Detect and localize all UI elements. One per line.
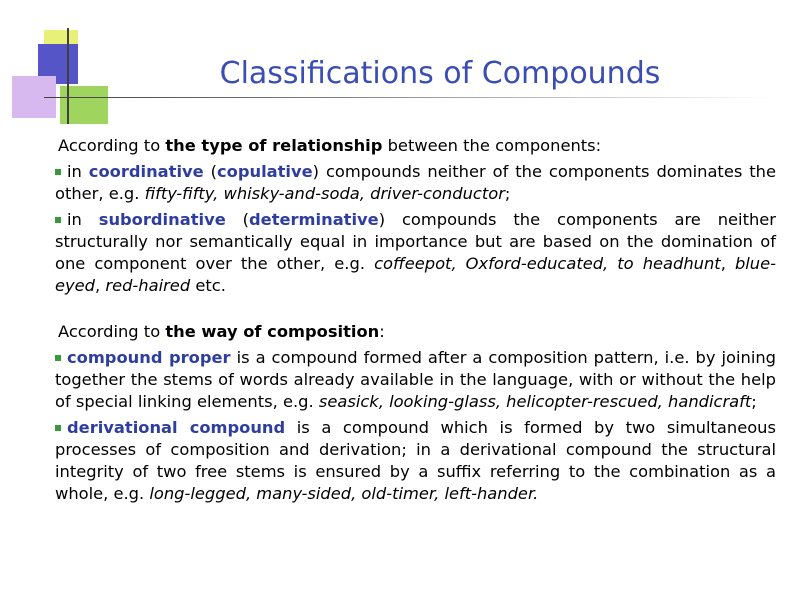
item-text: ; (751, 392, 757, 411)
intro-text: According to (58, 322, 166, 341)
keyword: determinative (249, 210, 379, 229)
item-text: ; (504, 184, 511, 203)
slide-body (55, 135, 776, 505)
item-text: , (720, 254, 735, 273)
list-item (55, 209, 776, 297)
keyword: subordinative (98, 210, 226, 229)
section-spacer (55, 297, 776, 321)
slide-title: Classifications of Compounds (219, 56, 661, 91)
list-item (55, 347, 776, 413)
item-text: ) compounds the components are neither structurally nor semantically equal in importance but are based on the domination of one component over the other, e.g. (55, 210, 776, 273)
examples: fifty-fifty, whisky-and-soda, driver-conductor (144, 184, 505, 203)
keyword: derivational compound (67, 418, 286, 437)
item-text: is a compound which is formed by two simultaneous processes of composition and derivation; in a derivational compound the structural integrity of two free stems is ensured by a suffix referring to the combination as a whole, e.g. (55, 418, 776, 503)
examples: long-legged, many-sided, old-timer, left-hander. (149, 484, 539, 503)
item-text: in (67, 162, 89, 181)
item-text: ( (225, 210, 249, 229)
item-text: ) compounds neither of the components dominates the other, e.g. (55, 162, 776, 203)
title-underline (44, 97, 774, 98)
item-text: is a compound formed after a composition pattern, i.e. by joining together the stems of words already available in the language, with or without the help of special linking elements, e.g. (55, 348, 776, 411)
bullet-icon (55, 355, 61, 361)
intro-bold: the type of relationship (165, 136, 383, 155)
bullet-icon (55, 425, 61, 431)
examples: coffeepot, Oxford-educated, to headhunt (374, 254, 721, 273)
examples: red-haired (105, 276, 191, 295)
keyword: coordinative (88, 162, 204, 181)
bullet-icon (55, 217, 61, 223)
section-intro (55, 321, 776, 343)
list-item (55, 417, 776, 505)
item-text: etc. (190, 276, 226, 295)
intro-bold: the way of composition (165, 322, 380, 341)
examples: seasick, looking-glass, helicopter-rescued, handicraft (318, 392, 752, 411)
item-text: , (95, 276, 106, 295)
examples: blue-eyed (55, 254, 777, 295)
intro-text: According to (58, 136, 166, 155)
intro-text: : (379, 322, 385, 341)
section-intro (55, 135, 776, 157)
bullet-icon (55, 169, 61, 175)
item-text: ( (203, 162, 217, 181)
intro-text: between the components: (382, 136, 602, 155)
keyword: compound proper (67, 348, 231, 367)
keyword: copulative (216, 162, 313, 181)
list-item (55, 161, 776, 205)
item-text: in (67, 210, 99, 229)
